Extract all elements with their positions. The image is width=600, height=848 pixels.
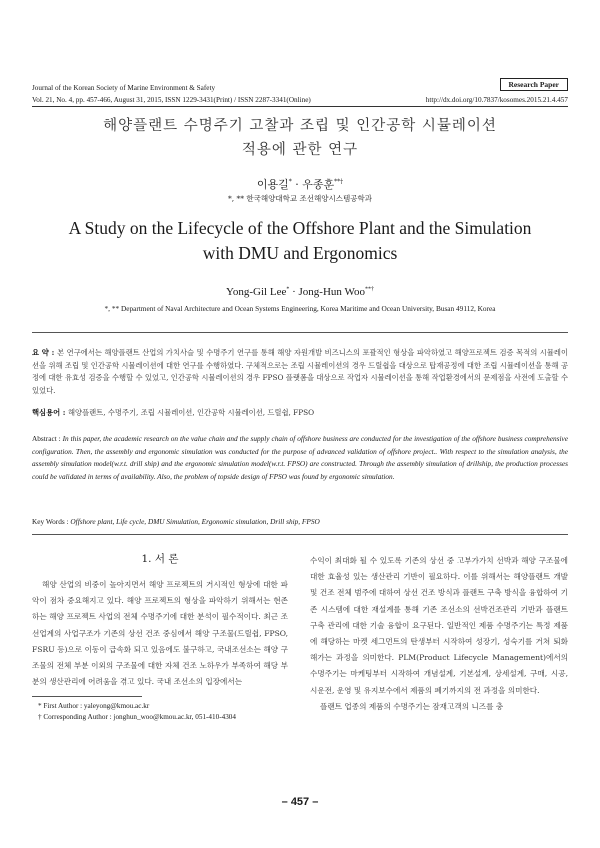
korean-author-separator: · (291, 178, 303, 191)
korean-abstract-label: 요 약 : (32, 348, 58, 357)
journal-name: Journal of the Korean Society of Marine Environment & Safety (32, 84, 216, 92)
english-author-1-mark: * (286, 286, 290, 293)
english-abstract-label: Abstract : (32, 434, 63, 443)
english-abstract-text: In this paper, the academic research on the value chain and the supply chain of offshore business are conducted for the investigation of the offshore business comprehensive configuration. Then, the assembly and ergonomic simulation was conducted for the purpose of advanced validation of offshore project.. With respect to the simulation analysis, the assembly simulation model(w.r.t. drill ship) and the ergonomic simulation model(w.r.t. FPSO) are constructed. Through the assembly simulation of drillship, the production processes could be validated in terms of availability. Also, the problem of topside design of FPSO was found by ergonomic simulation. (32, 434, 568, 481)
english-abstract (32, 433, 568, 483)
korean-author-1: 이용길 (256, 178, 289, 191)
intro-paragraph-1: 해양 산업의 비중이 높아지면서 해양 프로젝트의 거시적인 형상에 대한 파악이 점차 중요해지고 있다. 해양 프로젝트의 형상을 파악하기 위해서는 현존하는 해양 프로젝트 사업의 전체 수명주기에 대한 분석이 필수적이다. 최근 조선업계의 사업구조가 기존의 상선 건조 중심에서 해양 구조물(드릴쉽, FPSO, FSRU 등)으로 이동이 급속화 되고 있음에도 불구하고, 국내조선소는 해양 구조물의 전체 부분 이외의 구조물에 대한 자체 건조 노하우가 부족하여 해당 부분의 생산관리에 어려움을 겪고 있다. 국내 조선소의 입장에서는 (32, 580, 288, 687)
korean-title-line-2: 적용에 관한 연구 (241, 142, 359, 158)
korean-keywords (32, 408, 568, 418)
korean-author-1-mark: * (288, 178, 292, 186)
section-heading-introduction: 1. 서 론 (141, 553, 179, 565)
english-authors (0, 286, 600, 298)
korean-affiliation: *, ** 한국해양대학교 조선해양시스템공학과 (228, 194, 372, 203)
abstract-bottom-divider (32, 534, 568, 535)
korean-abstract-text: 본 연구에서는 해양플랜트 산업의 가치사슬 및 수명주기 연구를 통해 해양 자원개발 비즈니스의 포괄적인 형상을 파악하였고 해양프로젝트 검증 목적의 시뮬레이션을 위해 조립 및 인간공학 시뮬레이션에 대한 연구를 수행하였다. 구체적으로는 조립 시뮬레이션의 경우 드릴쉽을 대상으로 탑재공정에 대한 조립 시뮬레이션을 통해 공정에 대한 유효성 검증을 수행할 수 있었고, 인간공학 시뮬레이션의 경우 FPSO 플랫폼을 대상으로 작업자 시뮬레이션을 통해 작업환경에서의 문제점을 사전에 도출할 수 있었다. (32, 348, 568, 395)
footnote-divider (32, 696, 142, 697)
english-title-line-1: A Study on the Lifecycle of the Offshore Plant and the Simulation (68, 218, 532, 238)
english-keywords-label: Key Words : (32, 517, 71, 526)
volume-info: Vol. 21, No. 4, pp. 457-466, August 31, 2015, ISSN 1229-3431(Print) / ISSN 2287-3341(Online) (32, 96, 311, 104)
body-right-column (310, 553, 568, 715)
english-affiliation: *, ** Department of Naval Architecture and Ocean Systems Engineering, Korea Maritime and Ocean University, Busan 49112, Korea (104, 304, 496, 313)
footnote-first-author: * First Author : yaleyong@kmou.ac.kr (38, 702, 150, 710)
korean-authors (0, 176, 600, 192)
intro-paragraph-2: 수익이 최대화 될 수 있도록 기존의 상선 중 고부가가치 선박과 해양 구조물에 대한 효율성 있는 생산관리 기반이 필요하다. 이를 위해서는 해양플랜트 개발 및 건조 전체 범주에 대하여 상선 건조 방식과 플랜트 구축 방식을 융합하여 기존 시스템에 대한 재설계를 통해 기존 조선소의 선박건조관리 기반과 플랜트 구축 관리에 대한 기술 융합이 요구된다. 일반적인 제품 수명주기는 특정 제품에 해당하는 마켓 세그먼트의 탄생부터 시작하여 성장기, 성숙기를 거쳐 퇴화해가는 과정을 의미한다. PLM(Product Lifecycle Management)에서의 수명주기는 마케팅부터 시작하여 개념설계, 기본설계, 상세설계, 구매, 시공, 시운전, 운영 및 유지보수에서 제품의 폐기까지의 전 과정을 의미한다. (310, 556, 568, 695)
korean-keywords-label: 핵심용어 : (32, 408, 68, 417)
abstract-top-divider (32, 332, 568, 333)
english-keywords (32, 517, 568, 526)
footnote-corresponding-author: † Corresponding Author : jonghun_woo@kmou.ac.kr, 051-410-4304 (38, 713, 236, 721)
page-number: – 457 – (281, 796, 319, 808)
doi-link[interactable]: http://dx.doi.org/10.7837/kosomes.2015.21.4.457 (425, 96, 568, 104)
english-author-2: Jong-Hun Woo (298, 286, 365, 298)
intro-paragraph-3: 플랜트 업종의 제품의 수명주기는 잠재고객의 니즈를 충 (320, 701, 504, 711)
body-left-column (32, 577, 288, 690)
korean-keywords-text: 해양플랜트, 수명주기, 조립 시뮬레이션, 인간공학 시뮬레이션, 드릴쉽, FPSO (67, 408, 315, 417)
korean-author-2: 우종훈 (302, 178, 335, 191)
english-author-separator: · (289, 286, 299, 298)
korean-abstract (32, 347, 568, 397)
article-type-badge: Research Paper (500, 78, 568, 91)
korean-title-line-1: 해양플랜트 수명주기 고찰과 조립 및 인간공학 시뮬레이션 (103, 118, 497, 134)
korean-author-2-mark: **† (334, 178, 344, 186)
english-author-1: Yong-Gil Lee (226, 286, 287, 298)
header-divider (32, 106, 568, 107)
english-author-2-mark: **† (364, 286, 374, 293)
english-keywords-text: Offshore plant, Life cycle, DMU Simulation, Ergonomic simulation, Drill ship, FPSO (70, 517, 320, 526)
english-title-line-2: with DMU and Ergonomics (202, 243, 398, 263)
